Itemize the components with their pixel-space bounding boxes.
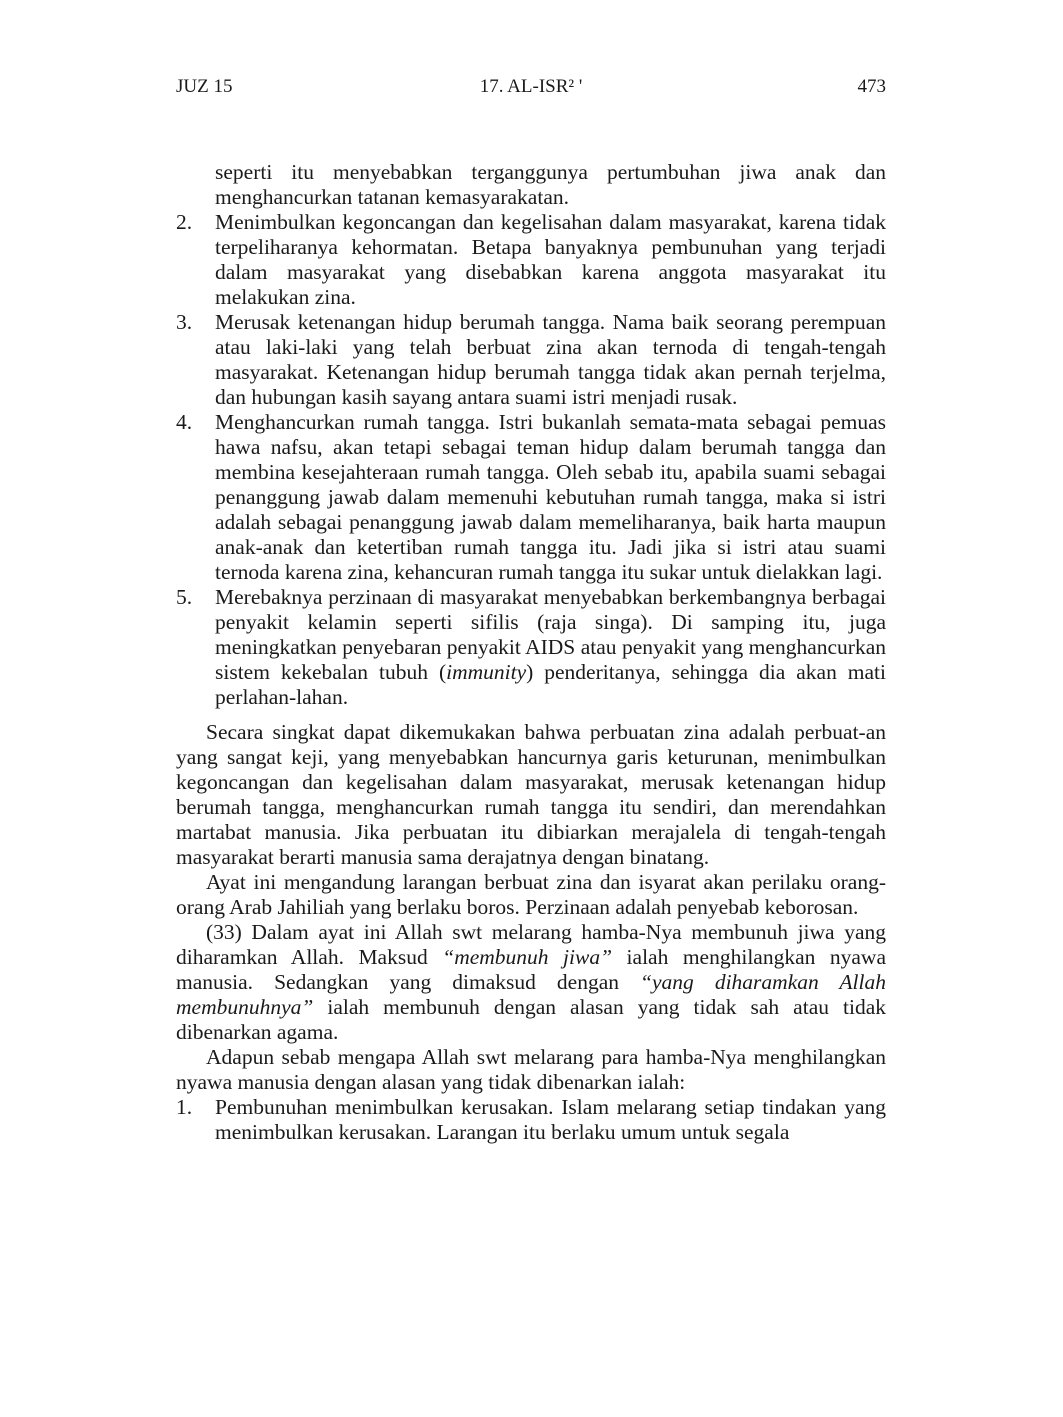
paragraph-reasons-intro: Adapun sebab mengapa Allah swt melarang para hamba-Nya menghilangkan nyawa manusia dengan alasan yang tidak dibenarkan ialah:: [176, 1045, 886, 1094]
paragraph-summary: Secara singkat dapat dikemukakan bahwa perbuatan zina adalah perbuat-an yang sangat keji, yang menyebabkan hancurnya garis keturunan, menimbulkan kegoncangan dan kegelisahan dalam masyarakat, merusak ketenangan hidup berumah tangga, menghancurkan rumah tangga itu sendiri, dan merendahkan martabat manusia. Jika perbuatan itu dibiarkan merajalela di tengah-tengah masyarakat berarti manusia sama derajatnya dengan binatang.: [176, 720, 886, 869]
book-page: [176, 76, 886, 1145]
list-item-text: Merusak ketenangan hidup berumah tangga. Nama baik seorang perempuan atau laki-laki yang telah berbuat zina akan ternoda di tengah-tengah masyarakat. Ketenangan hidup berumah tangga tidak akan pernah terjelma, dan hubungan kasih sayang antara suami istri menjadi rusak.: [215, 310, 886, 409]
consequences-list: [176, 160, 886, 710]
italic-quote: “yang diharamkan Allah membunuhnya”: [176, 970, 886, 1019]
body-text: [176, 160, 886, 1145]
list-item-text: [215, 585, 886, 709]
juz-label: JUZ 15: [176, 76, 233, 97]
paragraph-verse-33: [176, 920, 886, 1045]
list-item-number: 2.: [176, 210, 193, 234]
text-segment: ialah membunuh dengan alasan yang tidak sah atau tidak dibenarkan agama.: [176, 995, 886, 1044]
text-segment: Merebaknya perzinaan di masyarakat menyebabkan berkembangnya berbagai penyakit kelamin seperti sifilis (raja singa). Di samping itu, juga meningkatkan penyebaran penyakit AIDS atau penyakit yang menghancurkan sistem kekebalan tubuh (: [215, 585, 886, 684]
list-item-number: 4.: [176, 410, 193, 434]
list-item-5: [176, 585, 886, 710]
italic-quote: “membunuh jiwa”: [442, 945, 613, 969]
text-segment: (33) Dalam ayat ini Allah swt melarang hamba-Nya membunuh jiwa yang diharamkan Allah. Maksud: [176, 920, 886, 969]
list-item-1: [176, 1095, 886, 1145]
list-item-4: [176, 410, 886, 585]
list-item-text: Menghancurkan rumah tangga. Istri bukanlah semata-mata sebagai pemuas hawa nafsu, akan tetapi sebagai teman hidup dalam berumah tangga dan membina kesejahteraan rumah tangga. Oleh sebab itu, apabila suami sebagai penanggung jawab dalam memenuhi kebutuhan rumah tangga, maka si istri adalah sebagai penanggung jawab dalam memeliharanya, baik harta maupun anak-anak dan ketertiban rumah tangga itu. Jadi jika si istri atau suami ternoda karena zina, kehancuran rumah tangga itu sukar untuk dielakkan lagi.: [215, 410, 886, 584]
text-segment: ialah menghilangkan nyawa manusia. Sedangkan yang dimaksud dengan: [176, 945, 886, 994]
list-item-text: Pembunuhan menimbulkan kerusakan. Islam melarang setiap tindakan yang menimbulkan kerusakan. Larangan itu berlaku umum untuk segala: [215, 1095, 886, 1144]
italic-term: immunity: [446, 660, 527, 684]
surah-title: 17. AL-ISR² ': [479, 76, 583, 97]
list-item-text: Menimbulkan kegoncangan dan kegelisahan dalam masyarakat, karena tidak terpeliharanya kehormatan. Betapa banyaknya pembunuhan yang terjadi dalam masyarakat yang disebabkan karena anggota masyarakat itu melakukan zina.: [215, 210, 886, 309]
text-segment: ) penderitanya, sehingga dia akan mati perlahan-lahan.: [215, 660, 886, 709]
running-header: [176, 76, 886, 102]
paragraph-verse-note: Ayat ini mengandung larangan berbuat zina dan isyarat akan perilaku orang-orang Arab Jahiliah yang berlaku boros. Perzinaan adalah penyebab keborosan.: [176, 870, 886, 919]
list-item-number: 5.: [176, 585, 193, 609]
list-item-3: [176, 310, 886, 410]
list-item-continuation: [176, 160, 886, 210]
list-item-number: 3.: [176, 310, 193, 334]
list-item-text: seperti itu menyebabkan terganggunya pertumbuhan jiwa anak dan menghancurkan tatanan kemasyarakatan.: [215, 160, 886, 209]
reasons-list: [176, 1095, 886, 1145]
page-number: 473: [857, 76, 886, 97]
list-item-2: [176, 210, 886, 310]
list-item-number: 1.: [176, 1095, 193, 1119]
